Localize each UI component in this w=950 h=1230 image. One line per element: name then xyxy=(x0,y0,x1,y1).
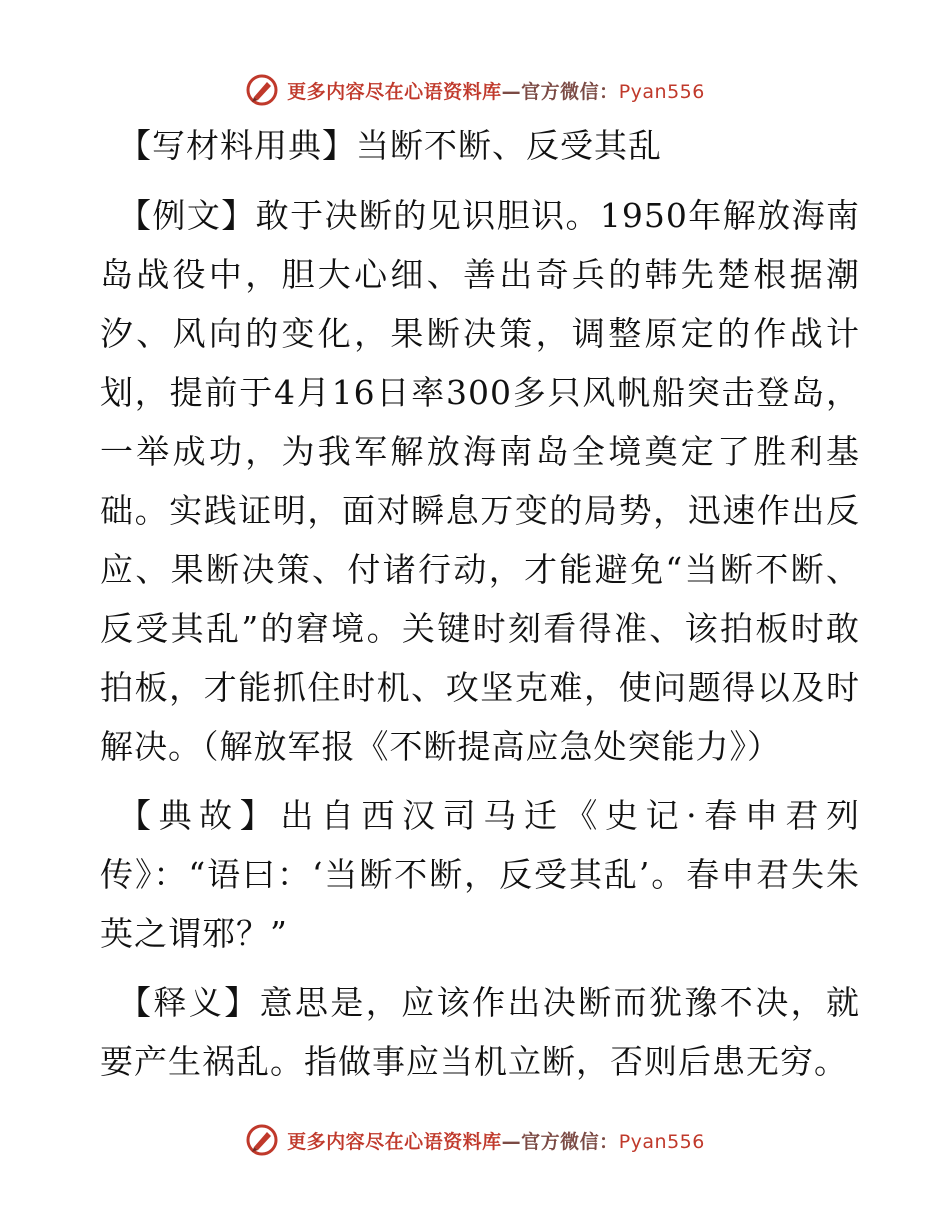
pen-logo-icon xyxy=(245,1123,279,1157)
header-watermark xyxy=(0,70,950,110)
origin-text: 出自西汉司马迁《史记·春申君列传》：“语曰：‘当断不断，反受其乱’。春申君失朱英之谓邪？” xyxy=(100,796,861,953)
watermark-main: 更多内容尽在心语资料库 xyxy=(287,80,502,103)
meaning-text: 意思是，应该作出决断而犹豫不决，就要产生祸乱。指做事应当机立断，否则后患无穷。 xyxy=(100,983,861,1081)
watermark-dash: — xyxy=(501,80,522,103)
watermark-text xyxy=(287,77,705,104)
page-title: 【写材料用典】当断不断、反受其乱 xyxy=(118,126,662,165)
meaning-tag: 【释义】 xyxy=(118,983,260,1022)
origin-paragraph xyxy=(100,786,860,963)
watermark-dash: — xyxy=(501,1130,522,1153)
origin-tag: 【典故】 xyxy=(118,796,281,835)
watermark-main: 更多内容尽在心语资料库 xyxy=(287,1130,502,1153)
watermark-text xyxy=(287,1127,705,1154)
watermark-id: Pyan556 xyxy=(618,80,705,103)
footer-watermark xyxy=(0,1120,950,1160)
meaning-paragraph xyxy=(100,973,860,1091)
pen-logo-icon xyxy=(245,73,279,107)
example-paragraph xyxy=(100,186,860,776)
watermark-id: Pyan556 xyxy=(618,1130,705,1153)
example-tag: 【例文】 xyxy=(118,196,256,235)
document-body xyxy=(100,116,860,1091)
example-text: 敢于决断的见识胆识。1950年解放海南岛战役中，胆大心细、善出奇兵的韩先楚根据潮汐、风向的变化，果断决策，调整原定的作战计划，提前于4月16日率300多只风帆船突击登岛，一举成功，为我军解放海南岛全境奠定了胜利基础。实践证明，面对瞬息万变的局势，迅速作出反应、果断决策、付诸行动，才能避免“当断不断、反受其乱”的窘境。关键时刻看得准、该拍板时敢拍板，才能抓住时机、攻坚克难，使问题得以及时解决。（解放军报《不断提高应急处突能力》） xyxy=(100,196,860,766)
watermark-label: 官方微信： xyxy=(521,1130,619,1153)
watermark-label: 官方微信： xyxy=(521,80,619,103)
